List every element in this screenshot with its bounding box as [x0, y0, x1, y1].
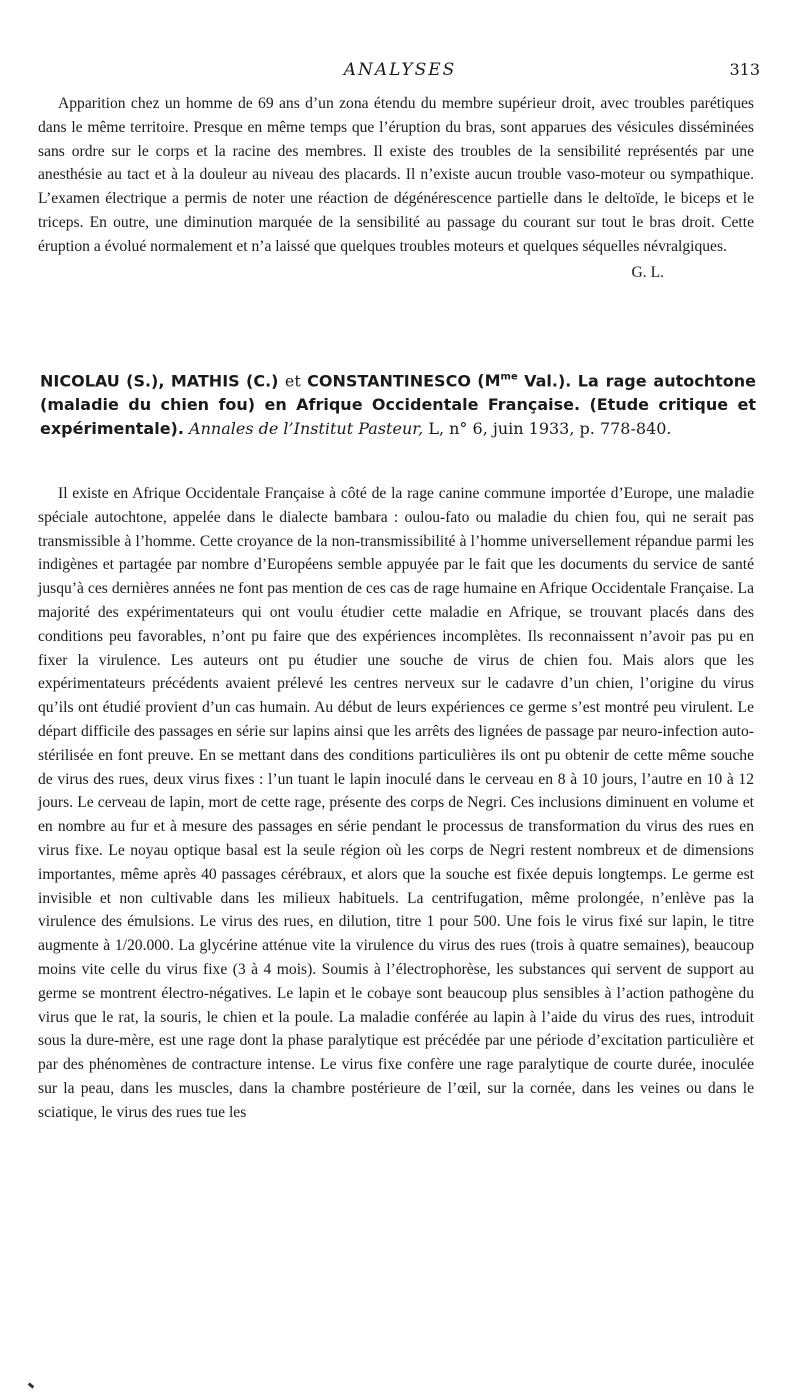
stray-mark [28, 1382, 35, 1388]
analysis-body-text: Il existe en Afrique Occidentale Française à côté de la rage canine commune importée d’Europe, une maladie spéciale autochtone, appelée dans le dialecte bambara : oulou-fato ou maladie du chien fou, qui ne serait pas transmissible à l’homme. Cette croyance de la non-transmissibilité à l’homme universellement répandue parmi les indigènes et partagée par nombre d’Européens semble appuyée par le fait que les documents du service de santé jusqu’à ces dernières années ne font pas mention de ces cas de rage humaine en Afrique Occidentale Française. La majorité des expérimentateurs qui ont voulu étudier cette maladie en Afrique, se trouvant placés dans des conditions peu favorables, n’ont pu faire que des expériences incomplètes. Ils reconnaissent n’avoir pas pu en fixer la virulence. Les auteurs ont pu étudier une souche de virus de chien fou. Mais alors que les expérimentateurs précédents avaient prélevé les centres nerveux sur le cadavre d’un chien, l’origine du virus qu’ils ont étudié provient d’un cas humain. Au début de leurs expériences ce germe s’est montré peu virulent. Le départ difficile des passages en série sur lapins ainsi que les arrêts des lignées de passage par neuro-infection auto-stérilisée en font preuve. En se mettant dans des conditions particulières ils ont pu obtenir de cette même souche de virus des rues, deux virus fixes : l’un tuant le lapin inoculé dans le cerveau en 8 à 10 jours, l’autre en 10 à 12 jours. Le cerveau de lapin, mort de cette rage, présente des corps de Negri. Ces inclusions diminuent en volume et en nombre au fur et à mesure des passages en série pendant le processus de transformation du virus des rues en virus fixe. Le noyau optique basal est la seule région où les corps de Negri restent nombreux et de dimensions importantes, même après 40 passages cérébraux, et alors que la souche est fixée depuis longtemps. Le germe est invisible et non cultivable dans les milieux habituels. La centrifugation, même prolongée, n’enlève pas la virulence des émulsions. Le virus des rues, en dilution, titre 1 pour 500. Une fois le virus fixé sur lapin, le titre augmente à 1/20.000. La glycérine atténue vite la virulence du virus des rues (trois à quatre semaines), beaucoup moins vite celle du virus fixe (3 à 4 mois). Soumis à l’électrophorèse, les substances qui servent de support au germe se montrent électro-négatives. Le lapin et le cobaye sont beaucoup plus sensibles à l’action pathogène du virus que le rat, la souris, le chien et la poule. La maladie conférée au lapin à l’aide du virus des rues, introduit sous la dure-mère, est une rage dont la phase paralytique est précédée par une période d’excitation particulière et par des phénomènes de contracture intense. Le virus fixe confère une rage paralytique de courte durée, inoculée sur la peau, dans les muscles, dans la chambre postérieure de l’œil, sur la cornée, dans les veines ou dans le sciatique, le virus des rues tue les [38, 485, 754, 1121]
author-constantinesco: CONSTANTINESCO [307, 371, 471, 391]
journal-name: Annales de l’Institut Pasteur, [189, 419, 424, 439]
author-initial-3: Val.). [524, 371, 572, 391]
article-title: La rage autochtone (maladie du chien fou) en Afrique Occidentale Française. (Etude critique et expérimentale). [40, 371, 757, 439]
abstract-signature: G. L. [631, 263, 664, 281]
previous-abstract-text: Apparition chez un homme de 69 ans d’un zona étendu du membre supérieur droit, avec troubles parétiques dans le même territoire. Presque en même temps que l’éruption du bras, sont apparues des vésicules disséminées sans ordre sur le corps et la racine des membres. Il existe des troubles de la sensibilité représentés par une anesthésie au tact et à la douleur au niveau des placards. Il n’existe aucun trouble vaso-moteur ou sympathique. L’examen électrique a permis de noter une réaction de dégénérescence partielle dans le deltoïde, le biceps et le triceps. En outre, une diminution marquée de la sensibilité au passage du courant sur tout le bras droit. Cette éruption a évolué normalement et n’a laissé que quelques troubles moteurs et quelques séquelles névralgiques. [38, 95, 754, 255]
author-mathis: MATHIS [170, 371, 240, 391]
author-conjunction: et [284, 371, 301, 391]
journal-details: L, n° 6, juin 1933, p. 778-840. [428, 419, 672, 439]
author-nicolau: NICOLAU [40, 371, 120, 391]
previous-abstract [38, 92, 754, 284]
analysis-body [38, 482, 754, 1125]
bibliographic-reference [40, 366, 756, 441]
running-header [40, 60, 760, 84]
page-number: 313 [729, 60, 760, 79]
author-initial-2: (C.) [246, 371, 279, 391]
author-title-prefix: ($M^{me}$ [477, 371, 518, 391]
running-title: ANALYSES [343, 60, 457, 80]
author-initial-1: (S.), [126, 371, 165, 391]
